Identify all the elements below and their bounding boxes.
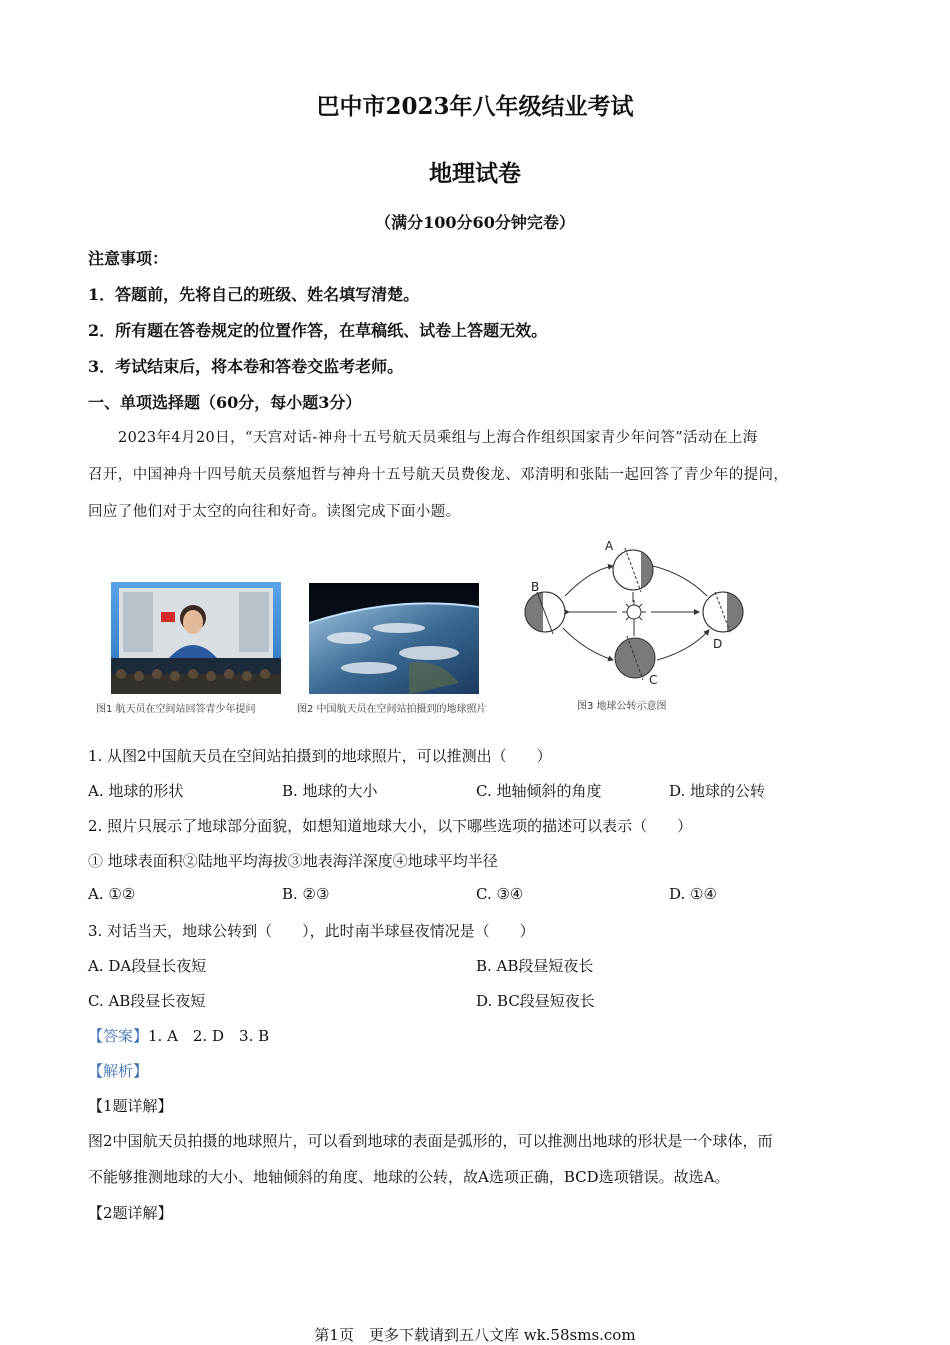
option: B. ②③ [282,885,330,903]
question-stem: 2. 照片只展示了地球部分面貌，如想知道地球大小，以下哪些选项的描述可以表示（ ） [88,817,693,835]
earth-photo [309,583,479,694]
passage-line: 2023年4月20日，“天宫对话-神舟十五号航天员乘组与上海合作组织国家青少年问答”活动在上海 [118,430,758,446]
figure3-caption: 图3 地球公转示意图 [577,701,667,712]
analysis-label: 【解析】 [88,1062,149,1080]
astronaut-photo [111,582,281,694]
option: A. ①② [88,885,136,903]
notice-item: 3．考试结束后，将本卷和答卷交监考老师。 [88,357,404,376]
notice-heading: 注意事项： [88,249,169,268]
passage-line: 召开，中国神舟十四号航天员蔡旭哲与神舟十五号航天员费俊龙、邓清明和张陆一起回答了青少年的提问， [88,467,789,483]
q1-explanation: 不能够推测地球的大小、地轴倾斜的角度、地球的公转，故A选项正确，BCD选项错误。故选A。 [88,1168,730,1186]
answer-line [88,1025,269,1046]
passage-line: 回应了他们对于太空的向往和好奇。读图完成下面小题。 [88,504,461,520]
score-note: （满分100分60分钟完卷） [375,213,575,232]
exam-title: 巴中市2023年八年级结业考试 [316,93,634,120]
q1-heading: 【1题详解】 [88,1097,173,1115]
figure2-caption: 图2 中国航天员在空间站拍摄到的地球照片 [297,704,487,715]
orbit-label-c: C [649,673,658,687]
option: C. 地轴倾斜的角度 [476,782,602,800]
question-stem: 1. 从图2中国航天员在空间站拍摄到的地球照片，可以推测出（ ） [88,747,552,765]
figure1-caption: 图1 航天员在空间站回答青少年提问 [96,704,256,715]
orbit-diagram [515,536,755,696]
option: D. BC段昼短夜长 [476,992,595,1010]
answer-text: 1. A 2. D 3. B [148,1027,270,1045]
section-heading: 一、单项选择题（60分，每小题3分） [88,393,362,412]
option: D. ①④ [669,885,717,903]
answer-label: 【答案】 [88,1027,149,1045]
q2-heading: 【2题详解】 [88,1204,173,1222]
option: D. 地球的公转 [669,782,766,800]
option: C. AB段昼长夜短 [88,992,206,1010]
option: C. ③④ [476,885,524,903]
orbit-label-a: A [605,539,614,553]
question-extra: ① 地球表面积②陆地平均海拔③地表海洋深度④地球平均半径 [88,852,498,870]
page-footer: 第1页 更多下载请到五八文库 wk.58sms.com [314,1326,636,1344]
orbit-label-b: B [531,580,540,594]
notice-item: 2．所有题在答卷规定的位置作答，在草稿纸、试卷上答题无效。 [88,321,548,340]
option: B. 地球的大小 [282,782,378,800]
orbit-label-d: D [713,637,723,651]
option: B. AB段昼短夜长 [476,957,594,975]
question-stem: 3. 对话当天，地球公转到（ ），此时南半球昼夜情况是（ ） [88,922,535,940]
subject-title: 地理试卷 [429,160,521,187]
notice-item: 1．答题前，先将自己的班级、姓名填写清楚。 [88,285,420,304]
option: A. 地球的形状 [88,782,184,800]
option: A. DA段昼长夜短 [88,957,207,975]
q1-explanation: 图2中国航天员拍摄的地球照片，可以看到地球的表面是弧形的，可以推测出地球的形状是一个球体，而 [88,1132,773,1150]
